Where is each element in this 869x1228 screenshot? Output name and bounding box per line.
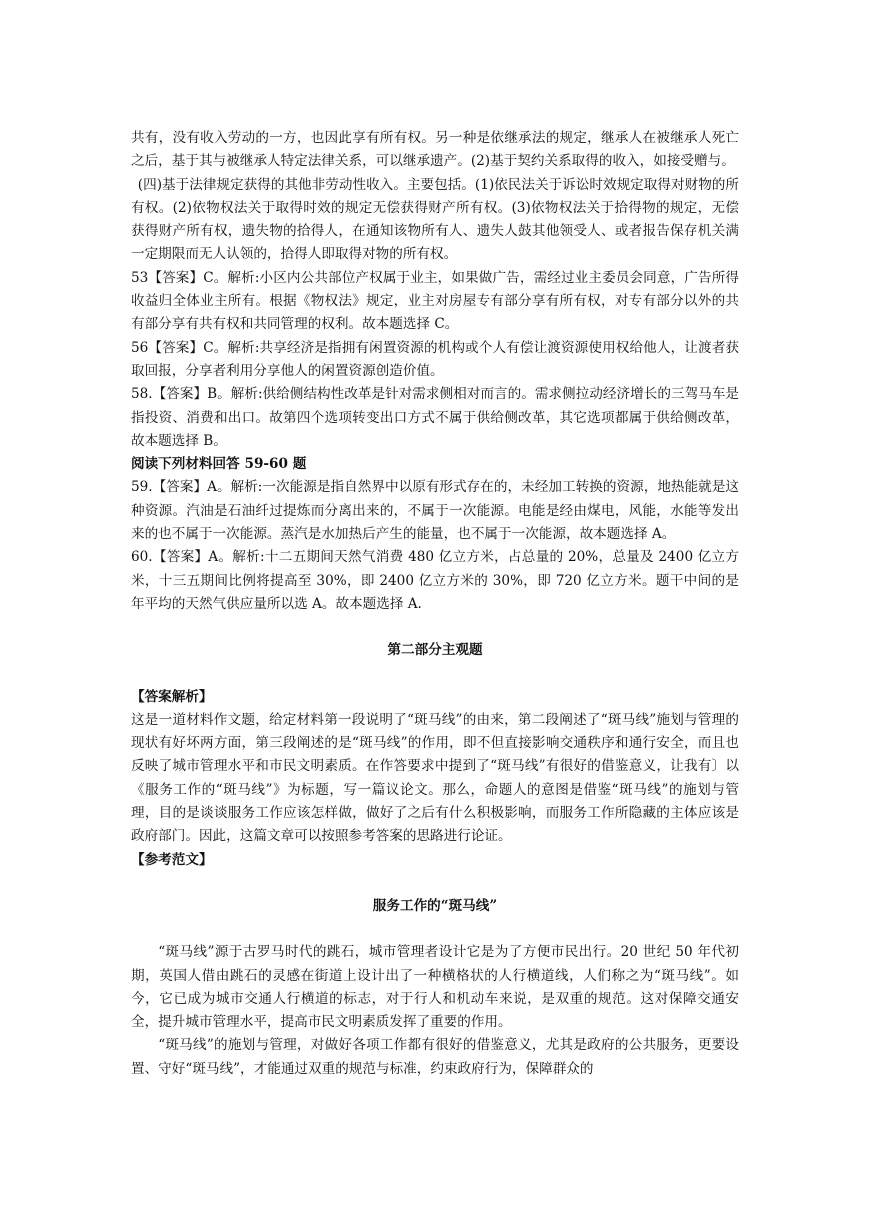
reading-heading: 阅读下列材料回答 59-60 题	[131, 456, 307, 473]
answer-60: 60.【答案】A。解析:十二五期间天然气消费 480 亿立方米，占总量的 20%，总量及 2400 亿立方米，十三五期间比例将提高至 30%，即 2400 亿立方米的 30%，即 720 亿立方米。题干中间的是年平均的天然气供应量所以选 A。故本题选择 A.	[131, 549, 739, 612]
answer-58: 58.【答案】B。解析:供给侧结构性改革是针对需求侧相对而言的。需求侧拉动经济增长的三驾马车是指投资、消费和出口。故第四个选项转变出口方式不属于供给侧改革，其它选项都属于供给侧改革，故本题选择 B。	[131, 386, 739, 449]
part2-title: 第二部分主观题	[387, 642, 483, 659]
analysis-heading: 【答案解析】	[131, 688, 213, 705]
answer-53: 53【答案】C。解析:小区内公共部位产权属于业主，如果做广告，需经过业主委员会同意，广告所得收益归全体业主所有。根据《物权法》规定，业主对房屋专有部分享有所有权，对专有部分以外的共有部分享有共有权和共同管理的权利。故本题选择 C。	[131, 269, 739, 333]
essay-paragraph-2: “斑马线”的施划与管理，对做好各项工作都有很好的借鉴意义，尤其是政府的公共服务，更要设置、守好“斑马线”，才能通过双重的规范与标准，约束政府行为，保障群众的	[131, 1037, 739, 1077]
page-content	[131, 127, 739, 1081]
paragraph-inheritance: 共有，没有收入劳动的一方，也因此享有所有权。另一种是依继承法的规定，继承人在被继承人死亡之后，基于其与被继承人特定法律关系，可以继承遗产。(2)基于契约关系取得的收入，如接受赠与。	[131, 130, 739, 170]
paragraph-legal-income: (四)基于法律规定获得的其他非劳动性收入。主要包括。(1)依民法关于诉讼时效规定取得对财物的所有权。(2)依物权法关于取得时效的规定无偿获得财产所有权。(3)依物权法关于拾得物的规定，无偿获得财产所有权，遗失物的拾得人，在通知该物所有人、遗失人鼓其他领受人、或者报告保存机关满一定期限而无人认领的，拾得人即取得对物的所有权。	[131, 176, 739, 263]
analysis-text: 这是一道材料作文题，给定材料第一段说明了“斑马线”的由来，第二段阐述了“斑马线”施划与管理的现状有好坏两方面，第三段阐述的是“斑马线”的作用，即不但直接影响交通秩序和通行安全，而且也反映了城市管理水平和市民文明素质。在作答要求中提到了“斑马线”有很好的借鉴意义，让我有〕以《服务工作的“斑马线”》为标题，写一篇议论文。那么，命题人的意图是借鉴“斑马线”的施划与管理，目的是谈谈服务工作应该怎样做，做好了之后有什么积极影响，而服务工作所隐藏的主体应该是政府部门。因此，这篇文章可以按照参考答案的思路进行论证。	[131, 711, 739, 845]
answer-56: 56【答案】C。解析:共享经济是指拥有闲置资源的机构或个人有偿让渡资源使用权给他人，让渡者获取回报，分享者利用分享他人的闲置资源创造价值。	[131, 339, 739, 379]
answer-59: 59.【答案】A。解析:一次能源是指自然界中以原有形式存在的，未经加工转换的资源，地热能就是这种资源。汽油是石油纤过提炼而分离出来的，不属于一次能源。电能是经由煤电，风能，水能等发出来的也不属于一次能源。蒸汽是水加热后产生的能量，也不属于一次能源，故本题选择 A。	[131, 479, 739, 543]
essay-paragraph-1: “斑马线”源于古罗马时代的跳石，城市管理者设计它是为了方便市民出行。20 世纪 50 年代初期，英国人借由跳石的灵感在街道上设计出了一种横格状的人行横道线，人们称之为“斑马线”。如今，它已成为城市交通人行横道的标志，对于行人和机动车来说，是双重的规范。这对保障交通安全，提升城市管理水平，提高市民文明素质发挥了重要的作用。	[131, 944, 739, 1031]
essay-title: 服务工作的“斑马线”	[372, 897, 498, 914]
sample-heading: 【参考范文】	[131, 851, 213, 868]
